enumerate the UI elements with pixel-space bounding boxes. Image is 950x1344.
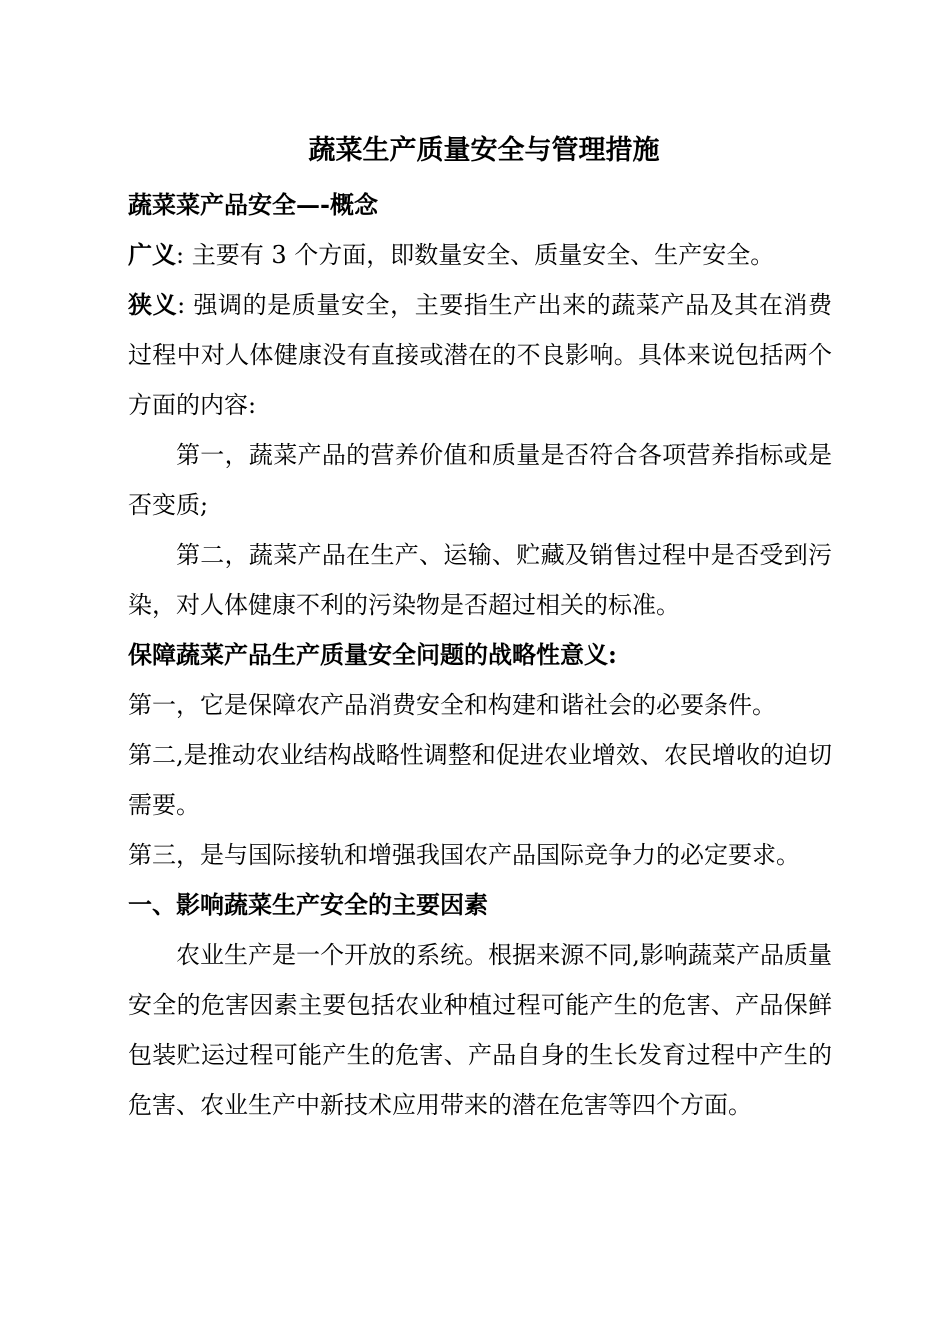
narrow-label: 狭义 [128, 290, 178, 319]
broad-label: 广义 [128, 240, 176, 269]
document-page [128, 122, 832, 1130]
document-title: 蔬菜生产质量安全与管理措施 [308, 135, 660, 166]
concept-heading: 蔬菜菜产品安全—-概念 [128, 190, 378, 219]
significance-third: 第三，是与国际接轨和增强我国农产品国际竞争力的必定要求。 [128, 841, 800, 869]
section-1-heading: 一、影响蔬菜生产安全的主要因素 [128, 890, 488, 919]
narrow-definition [128, 280, 832, 430]
significance-second: 第二,是推动农业结构战略性调整和促进农业增效、农民增收的迫切需要。 [128, 741, 832, 819]
section-1-body: 农业生产是一个开放的系统。根据来源不同,影响蔬菜产品质量安全的危害因素主要包括农业种植过程可能产生的危害、产品保鲜包装贮运过程可能产生的危害、产品自身的生长发育过程中产生的危害、农业生产中新技术应用带来的潜在危害等四个方面。 [128, 941, 832, 1119]
broad-text: : 主要有 3 个方面，即数量安全、质量安全、生产安全。 [176, 241, 775, 269]
significance-first: 第一，它是保障农产品消费安全和构建和谐社会的必要条件。 [128, 691, 776, 719]
significance-heading: 保障蔬菜产品生产质量安全问题的战略性意义: [128, 640, 617, 669]
broad-definition [128, 230, 832, 280]
aspect-first: 第一，蔬菜产品的营养价值和质量是否符合各项营养指标或是否变质; [128, 441, 832, 519]
aspect-second: 第二，蔬菜产品在生产、运输、贮藏及销售过程中是否受到污染，对人体健康不利的污染物是否超过相关的标准。 [128, 541, 832, 619]
narrow-text: : 强调的是质量安全，主要指生产出来的蔬菜产品及其在消费过程中对人体健康没有直接或潜在的不良影响。具体来说包括两个方面的内容: [128, 291, 833, 419]
